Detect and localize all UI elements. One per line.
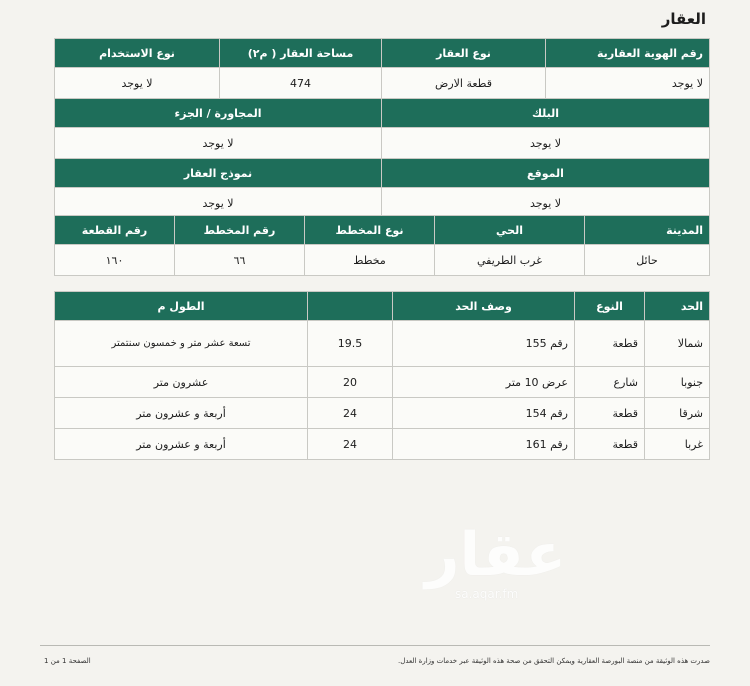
cell-length-text: تسعة عشر متر و خمسون سنتمتر xyxy=(55,321,308,367)
cell-neighborhood-part: لا يوجد xyxy=(55,128,382,159)
cell-boundary-type: قطعة xyxy=(575,398,645,429)
header-district: الحي xyxy=(435,216,585,245)
header-plan-type: نوع المخطط xyxy=(305,216,435,245)
header-boundary: الحد xyxy=(645,292,710,321)
cell-length-number: 24 xyxy=(308,429,393,460)
header-usage-type: نوع الاستخدام xyxy=(55,39,220,68)
cell-plan-type: مخطط xyxy=(305,245,435,276)
header-length-number xyxy=(308,292,393,321)
table-row xyxy=(55,398,710,429)
footer-page-number: الصفحة 1 من 1 xyxy=(44,657,91,665)
block-header-row xyxy=(55,99,710,128)
cell-length-text: أربعة و عشرون متر xyxy=(55,429,308,460)
city-header-row xyxy=(55,216,710,245)
header-neighborhood-part: المجاورة / الجزء xyxy=(55,99,382,128)
cell-length-number: 19.5 xyxy=(308,321,393,367)
cell-property-id: لا يوجد xyxy=(546,68,710,99)
header-plot-number: رقم القطعة xyxy=(55,216,175,245)
header-block: البلك xyxy=(382,99,710,128)
header-boundary-description: وصف الحد xyxy=(393,292,575,321)
block-data-row xyxy=(55,128,710,159)
header-property-model: نموذج العقار xyxy=(55,159,382,188)
header-length: الطول م xyxy=(55,292,308,321)
table-row xyxy=(55,321,710,367)
header-property-type: نوع العقار xyxy=(382,39,546,68)
cell-location: لا يوجد xyxy=(382,188,710,219)
boundaries-table xyxy=(54,291,710,460)
cell-length-number: 24 xyxy=(308,398,393,429)
cell-property-area: 474 xyxy=(220,68,382,99)
cell-property-model: لا يوجد xyxy=(55,188,382,219)
table-row xyxy=(55,429,710,460)
cell-boundary-type: قطعة xyxy=(575,321,645,367)
cell-length-text: عشرون متر xyxy=(55,367,308,398)
property-header-row xyxy=(55,39,710,68)
cell-plot-number: ١٦٠ xyxy=(55,245,175,276)
cell-usage-type: لا يوجد xyxy=(55,68,220,99)
cell-boundary-description: رقم 154 xyxy=(393,398,575,429)
footer-divider xyxy=(40,645,710,646)
cell-boundary: جنوبا xyxy=(645,367,710,398)
cell-boundary-description: رقم 155 xyxy=(393,321,575,367)
section-title: العقار xyxy=(661,10,706,28)
location-header-row xyxy=(55,159,710,188)
cell-boundary-description: رقم 161 xyxy=(393,429,575,460)
cell-city: حائل xyxy=(585,245,710,276)
cell-boundary-type: شارع xyxy=(575,367,645,398)
cell-boundary-type: قطعة xyxy=(575,429,645,460)
property-info-table xyxy=(54,38,710,219)
cell-block: لا يوجد xyxy=(382,128,710,159)
aqar-watermark-logo: عقار xyxy=(425,520,567,590)
aqar-watermark-url: sa.aqar.fm xyxy=(455,587,519,601)
header-location: الموقع xyxy=(382,159,710,188)
cell-plan-number: ٦٦ xyxy=(175,245,305,276)
footer-note: صدرت هذه الوثيقة من منصة البورصة العقارية ويمكن التحقق من صحة هذه الوثيقة عبر خدمات وزارة العدل. xyxy=(398,657,710,665)
boundaries-header-row xyxy=(55,292,710,321)
table-row xyxy=(55,367,710,398)
cell-property-type: قطعة الارض xyxy=(382,68,546,99)
cell-district: غرب الطريفي xyxy=(435,245,585,276)
city-data-row xyxy=(55,245,710,276)
header-city: المدينة xyxy=(585,216,710,245)
cell-length-text: أربعة و عشرون متر xyxy=(55,398,308,429)
cell-length-number: 20 xyxy=(308,367,393,398)
cell-boundary: شمالا xyxy=(645,321,710,367)
city-info-table xyxy=(54,215,710,276)
header-property-id: رقم الهوية العقارية xyxy=(546,39,710,68)
header-property-area: مساحة العقار ( م٢) xyxy=(220,39,382,68)
cell-boundary-description: عرض 10 متر xyxy=(393,367,575,398)
cell-boundary: غربا xyxy=(645,429,710,460)
header-plan-number: رقم المخطط xyxy=(175,216,305,245)
header-boundary-type: النوع xyxy=(575,292,645,321)
cell-boundary: شرقا xyxy=(645,398,710,429)
location-data-row xyxy=(55,188,710,219)
property-data-row xyxy=(55,68,710,99)
